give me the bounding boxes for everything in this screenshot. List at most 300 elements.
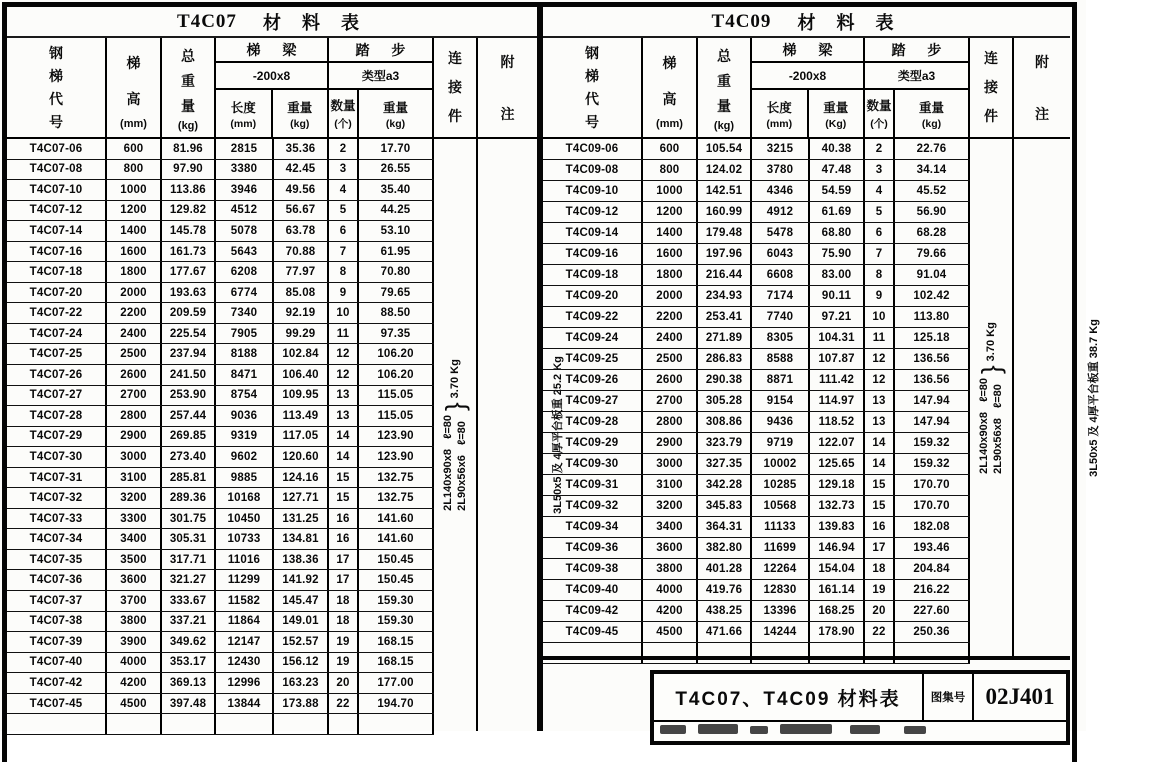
table-cell: T4C07-38: [7, 612, 107, 632]
table-cell: 129.18: [810, 475, 865, 495]
connector-row2-length: ℓ=80: [992, 383, 1004, 408]
table-cell: 8188: [216, 344, 274, 364]
table-cell: 7: [865, 244, 895, 264]
table-row: [543, 601, 970, 622]
table-cell: 9602: [216, 447, 274, 467]
table-cell: 47.48: [810, 160, 865, 180]
header-code-label: 钢梯代号: [49, 44, 63, 130]
table-cell: 2600: [107, 365, 162, 385]
connector-row1: 2L140x90x8: [978, 411, 990, 474]
table-cell: 800: [643, 160, 698, 180]
table-row: [543, 391, 970, 412]
table-cell: 16: [865, 517, 895, 537]
table-cell: T4C07-40: [7, 653, 107, 673]
table-row: [7, 365, 434, 386]
step-group-title: 踏 步: [329, 38, 432, 63]
table-cell: 141.60: [359, 529, 434, 549]
table-cell: 13: [865, 412, 895, 432]
table-cell: T4C09-16: [543, 244, 643, 264]
table-title-code: T4C07: [177, 10, 237, 32]
beam-weight-header: 重量 (Kg): [823, 100, 849, 130]
table-cell: 125.65: [810, 454, 865, 474]
table-cell: 7: [329, 242, 359, 262]
table-cell: 102.84: [274, 344, 329, 364]
table-cell: 16: [329, 509, 359, 529]
table-row: [7, 570, 434, 591]
table-cell: 2700: [643, 391, 698, 411]
table-cell: 124.02: [698, 160, 752, 180]
table-row: [7, 201, 434, 222]
material-table-t4c09: [543, 7, 1100, 660]
table-cell: 2815: [216, 139, 274, 159]
table-cell: T4C07-20: [7, 283, 107, 303]
table-rows: [7, 139, 434, 731]
table-cell: 14: [329, 447, 359, 467]
table-cell: 127.71: [274, 488, 329, 508]
table-cell: 269.85: [162, 427, 216, 447]
table-cell: 3400: [643, 517, 698, 537]
header-total-column: [698, 38, 752, 137]
table-cell: 3800: [107, 612, 162, 632]
table-cell: 3200: [643, 496, 698, 516]
table-cell: 5078: [216, 221, 274, 241]
table-cell: 145.47: [274, 591, 329, 611]
table-cell: 5: [865, 202, 895, 222]
table-cell: 3380: [216, 160, 274, 180]
table-cell: 2400: [107, 324, 162, 344]
table-cell: 3700: [107, 591, 162, 611]
table-cell: T4C07-06: [7, 139, 107, 159]
table-cell: 150.45: [359, 550, 434, 570]
table-cell: 45.52: [895, 181, 970, 201]
table-cell: 123.90: [359, 447, 434, 467]
connector-cell: [434, 139, 478, 731]
table-cell: 97.21: [810, 307, 865, 327]
table-row: [543, 643, 970, 664]
table-rows: [543, 139, 970, 656]
table-cell: 149.01: [274, 612, 329, 632]
table-row: [7, 283, 434, 304]
table-row: [7, 529, 434, 550]
table-cell: 8471: [216, 365, 274, 385]
table-row: [543, 370, 970, 391]
table-cell: 141.60: [359, 509, 434, 529]
table-cell: 237.94: [162, 344, 216, 364]
table-cell: 9719: [752, 433, 810, 453]
table-cell: 120.60: [274, 447, 329, 467]
table-cell: T4C09-14: [543, 223, 643, 243]
table-cell: T4C09-38: [543, 559, 643, 579]
table-cell: 3100: [643, 475, 698, 495]
table-cell: 106.20: [359, 344, 434, 364]
table-cell: [162, 714, 216, 734]
table-cell: 364.31: [698, 517, 752, 537]
table-cell: 117.05: [274, 427, 329, 447]
table-cell: 170.70: [895, 496, 970, 516]
title-block: [650, 670, 1070, 745]
table-cell: T4C07-31: [7, 468, 107, 488]
table-row: [7, 180, 434, 201]
table-cell: [359, 714, 434, 734]
table-cell: 8305: [752, 328, 810, 348]
table-cell: [274, 714, 329, 734]
table-cell: 3100: [107, 468, 162, 488]
table-cell: T4C09-20: [543, 286, 643, 306]
table-cell: 11699: [752, 538, 810, 558]
brace-glyph: }: [976, 364, 1006, 374]
table-cell: 88.50: [359, 303, 434, 323]
table-cell: 35.36: [274, 139, 329, 159]
connector-row2: 2L90x56x6: [456, 455, 468, 511]
table-cell: 7340: [216, 303, 274, 323]
table-cell: 54.59: [810, 181, 865, 201]
table-cell: 182.08: [895, 517, 970, 537]
table-cell: 177.67: [162, 262, 216, 282]
table-cell: 4: [329, 180, 359, 200]
remark-rotated: 3L50x5 及 4厚平台板重 25.2 Kg: [551, 356, 564, 514]
table-row: [7, 488, 434, 509]
table-cell: 168.15: [359, 632, 434, 652]
table-cell: 401.28: [698, 559, 752, 579]
table-cell: 600: [107, 139, 162, 159]
table-cell: 382.80: [698, 538, 752, 558]
table-cell: 83.00: [810, 265, 865, 285]
table-cell: T4C09-22: [543, 307, 643, 327]
table-row: [7, 673, 434, 694]
table-cell: 3600: [643, 538, 698, 558]
header-connector-label: 连接件: [984, 50, 998, 124]
table-cell: 2900: [107, 427, 162, 447]
table-cell: T4C09-28: [543, 412, 643, 432]
table-cell: 5478: [752, 223, 810, 243]
table-cell: 1600: [107, 242, 162, 262]
table-cell: 2800: [643, 412, 698, 432]
table-header: [543, 38, 1070, 139]
table-cell: T4C07-27: [7, 386, 107, 406]
table-cell: 161.14: [810, 580, 865, 600]
table-cell: 13396: [752, 601, 810, 621]
table-cell: 12: [865, 370, 895, 390]
table-cell: 12: [329, 344, 359, 364]
table-cell: 349.62: [162, 632, 216, 652]
table-cell: 345.83: [698, 496, 752, 516]
table-cell: 438.25: [698, 601, 752, 621]
table-cell: 118.52: [810, 412, 865, 432]
table-cell: 10002: [752, 454, 810, 474]
table-cell: 11133: [752, 517, 810, 537]
table-cell: 75.90: [810, 244, 865, 264]
table-cell: 4000: [643, 580, 698, 600]
table-cell: [107, 714, 162, 734]
step-group-title: 踏 步: [865, 38, 968, 63]
table-cell: 179.48: [698, 223, 752, 243]
table-row: [7, 344, 434, 365]
header-beam-group: [752, 38, 865, 137]
table-row: [543, 496, 970, 517]
table-cell: 56.67: [274, 201, 329, 221]
table-title: [543, 7, 1070, 38]
header-height-unit: (mm): [120, 118, 147, 130]
table-cell: 177.00: [359, 673, 434, 693]
table-cell: 49.56: [274, 180, 329, 200]
header-total-label: 总重量: [181, 47, 195, 114]
table-cell: 285.81: [162, 468, 216, 488]
table-cell: 56.90: [895, 202, 970, 222]
connector-row1-length: ℓ=80: [978, 377, 990, 402]
table-cell: 12830: [752, 580, 810, 600]
table-cell: 8754: [216, 386, 274, 406]
beam-length-header: 长度 (mm): [752, 90, 809, 137]
table-cell: T4C07-28: [7, 406, 107, 426]
table-cell: 79.66: [895, 244, 970, 264]
table-row: [7, 139, 434, 160]
table-cell: 17: [329, 550, 359, 570]
step-count-header: 数量 (个): [865, 90, 895, 137]
header-total-label: 总重量: [717, 47, 731, 114]
table-row: [7, 591, 434, 612]
table-row: [543, 328, 970, 349]
table-cell: 115.05: [359, 406, 434, 426]
table-cell: 4500: [107, 694, 162, 714]
header-note-label: 附注: [1035, 53, 1049, 122]
table-cell: 353.17: [162, 653, 216, 673]
table-cell: T4C07-35: [7, 550, 107, 570]
table-row: [7, 386, 434, 407]
table-cell: 18: [865, 559, 895, 579]
table-cell: 9885: [216, 468, 274, 488]
header-height-unit: (mm): [656, 118, 683, 130]
table-cell: 305.28: [698, 391, 752, 411]
table-cell: 12: [865, 349, 895, 369]
table-cell: 44.25: [359, 201, 434, 221]
table-row: [543, 349, 970, 370]
table-cell: 10: [329, 303, 359, 323]
header-connector-column: [970, 38, 1014, 137]
table-cell: 3200: [107, 488, 162, 508]
table-row: [7, 653, 434, 674]
beam-group-title: 梯 梁: [752, 38, 863, 63]
table-cell: T4C09-42: [543, 601, 643, 621]
table-row: [543, 160, 970, 181]
table-cell: 12430: [216, 653, 274, 673]
table-cell: 115.05: [359, 386, 434, 406]
table-cell: 147.94: [895, 412, 970, 432]
header-code-column: [7, 38, 107, 137]
table-cell: 159.30: [359, 591, 434, 611]
table-cell: 106.40: [274, 365, 329, 385]
table-cell: 8871: [752, 370, 810, 390]
table-cell: 3780: [752, 160, 810, 180]
table-cell: [7, 714, 107, 734]
table-cell: 68.80: [810, 223, 865, 243]
table-cell: 4200: [643, 601, 698, 621]
table-cell: 193.63: [162, 283, 216, 303]
table-cell: 4: [865, 181, 895, 201]
table-cell: T4C07-34: [7, 529, 107, 549]
table-cell: 141.92: [274, 570, 329, 590]
table-cell: 3300: [107, 509, 162, 529]
table-cell: 3500: [107, 550, 162, 570]
table-cell: 6: [865, 223, 895, 243]
table-row: [543, 622, 970, 643]
connector-row1-length: ℓ=80: [442, 415, 454, 440]
table-cell: 273.40: [162, 447, 216, 467]
table-cell: 161.73: [162, 242, 216, 262]
table-cell: 11582: [216, 591, 274, 611]
table-cell: 91.04: [895, 265, 970, 285]
header-note-column: [1014, 38, 1070, 137]
table-cell: T4C09-34: [543, 517, 643, 537]
table-row: [543, 223, 970, 244]
table-cell: 9436: [752, 412, 810, 432]
table-cell: 17.70: [359, 139, 434, 159]
table-cell: 216.44: [698, 265, 752, 285]
table-cell: 26.55: [359, 160, 434, 180]
table-cell: 1200: [643, 202, 698, 222]
table-cell: 97.90: [162, 160, 216, 180]
table-cell: 154.04: [810, 559, 865, 579]
table-cell: 11: [329, 324, 359, 344]
beam-length-header: 长度 (mm): [216, 90, 273, 137]
table-cell: 15: [865, 475, 895, 495]
table-cell: 18: [329, 591, 359, 611]
table-cell: 8: [329, 262, 359, 282]
header-step-group: [329, 38, 434, 137]
table-cell: 159.32: [895, 454, 970, 474]
table-cell: 419.76: [698, 580, 752, 600]
table-row: [7, 406, 434, 427]
remark-rotated: 3L50x5 及 4厚平台板重 38.7 Kg: [1087, 318, 1100, 477]
table-cell: [752, 643, 810, 663]
table-cell: [329, 714, 359, 734]
table-cell: 323.79: [698, 433, 752, 453]
table-cell: 2800: [107, 406, 162, 426]
connector-row1: 2L140x90x8: [442, 449, 454, 511]
table-cell: 317.71: [162, 550, 216, 570]
connector-row2-length: ℓ=80: [456, 421, 468, 446]
table-cell: 308.86: [698, 412, 752, 432]
table-cell: 305.31: [162, 529, 216, 549]
table-cell: 20: [865, 601, 895, 621]
table-cell: 104.31: [810, 328, 865, 348]
table-cell: 12264: [752, 559, 810, 579]
table-cell: [543, 643, 643, 663]
step-weight-header: 重量 (kg): [918, 100, 944, 130]
table-cell: 3: [865, 160, 895, 180]
table-cell: 337.21: [162, 612, 216, 632]
table-cell: 3400: [107, 529, 162, 549]
table-cell: 234.93: [698, 286, 752, 306]
table-row: [543, 538, 970, 559]
table-cell: T4C09-40: [543, 580, 643, 600]
table-cell: 61.69: [810, 202, 865, 222]
table-cell: 4512: [216, 201, 274, 221]
table-cell: T4C09-29: [543, 433, 643, 453]
table-cell: 1800: [643, 265, 698, 285]
table-cell: 1400: [643, 223, 698, 243]
table-row: [543, 307, 970, 328]
table-cell: 107.87: [810, 349, 865, 369]
table-cell: 286.83: [698, 349, 752, 369]
table-cell: T4C09-12: [543, 202, 643, 222]
connector-weight: 3.70 Kg: [449, 359, 461, 399]
step-weight-header: 重量 (kg): [382, 100, 408, 130]
table-cell: 90.11: [810, 286, 865, 306]
table-cell: 225.54: [162, 324, 216, 344]
table-cell: 4912: [752, 202, 810, 222]
table-cell: 11016: [216, 550, 274, 570]
table-cell: T4C09-36: [543, 538, 643, 558]
table-cell: 10285: [752, 475, 810, 495]
table-cell: 3: [329, 160, 359, 180]
table-cell: 6043: [752, 244, 810, 264]
table-row: [543, 139, 970, 160]
table-cell: 11864: [216, 612, 274, 632]
table-cell: T4C07-10: [7, 180, 107, 200]
table-cell: T4C07-45: [7, 694, 107, 714]
table-cell: 178.90: [810, 622, 865, 642]
table-row: [7, 262, 434, 283]
table-row: [7, 612, 434, 633]
table-cell: 163.23: [274, 673, 329, 693]
table-cell: 168.15: [359, 653, 434, 673]
table-row: [543, 559, 970, 580]
table-cell: 77.97: [274, 262, 329, 282]
table-cell: 11299: [216, 570, 274, 590]
table-row: [7, 447, 434, 468]
table-cell: T4C09-08: [543, 160, 643, 180]
note-cell: [1014, 139, 1172, 656]
table-cell: 85.08: [274, 283, 329, 303]
table-cell: T4C09-45: [543, 622, 643, 642]
header-total-unit: (kg): [713, 119, 735, 132]
table-row: [7, 509, 434, 530]
beam-group-title: 梯 梁: [216, 38, 327, 63]
table-cell: 397.48: [162, 694, 216, 714]
table-cell: 10168: [216, 488, 274, 508]
table-cell: 156.12: [274, 653, 329, 673]
table-cell: 250.36: [895, 622, 970, 642]
table-cell: 194.70: [359, 694, 434, 714]
table-cell: 17: [329, 570, 359, 590]
beam-weight-header: 重量 (kg): [287, 100, 313, 130]
table-cell: 6774: [216, 283, 274, 303]
table-cell: 20: [329, 673, 359, 693]
table-title-text: 材 料 表: [797, 12, 902, 33]
table-cell: 22: [865, 622, 895, 642]
table-row: [543, 580, 970, 601]
table-cell: 1000: [107, 180, 162, 200]
table-row: [7, 550, 434, 571]
table-row: [7, 324, 434, 345]
table-cell: 125.18: [895, 328, 970, 348]
catalog-number-label: 图集号: [924, 674, 974, 720]
table-cell: 142.51: [698, 181, 752, 201]
table-cell: 10568: [752, 496, 810, 516]
table-cell: 3600: [107, 570, 162, 590]
table-cell: T4C09-18: [543, 265, 643, 285]
table-cell: T4C07-30: [7, 447, 107, 467]
table-cell: T4C07-12: [7, 201, 107, 221]
table-cell: T4C07-29: [7, 427, 107, 447]
table-cell: T4C07-33: [7, 509, 107, 529]
table-cell: T4C09-30: [543, 454, 643, 474]
header-connector-label: 连接件: [448, 50, 462, 124]
table-cell: 327.35: [698, 454, 752, 474]
table-cell: 3900: [107, 632, 162, 652]
table-cell: 35.40: [359, 180, 434, 200]
table-cell: T4C07-37: [7, 591, 107, 611]
